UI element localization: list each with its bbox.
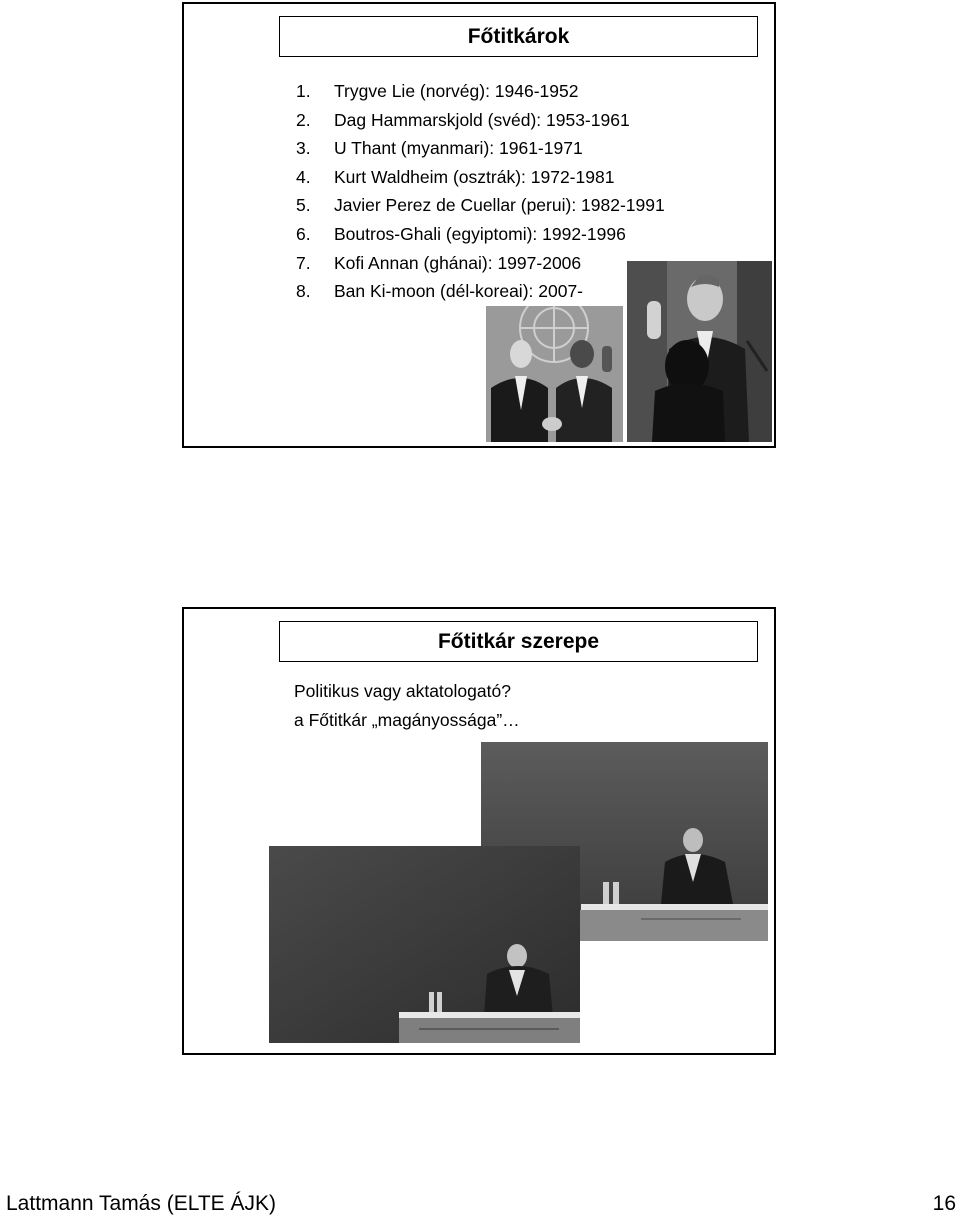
role-text <box>294 677 520 735</box>
ban-podium-photo <box>269 846 580 1043</box>
oath-photo <box>627 261 772 442</box>
list-item: 2. Dag Hammarskjold (svéd): 1953-1961 <box>296 109 630 130</box>
role-question: Politikus vagy aktatologató? <box>294 681 511 701</box>
footer-author: Lattmann Tamás (ELTE ÁJK) <box>6 1192 276 1215</box>
page-number: 16 <box>932 1192 956 1215</box>
slide-secretaries-general <box>182 2 776 448</box>
slide-secretary-role <box>182 607 776 1055</box>
list-item: 8. Ban Ki-moon (dél-koreai): 2007- <box>296 281 584 302</box>
slide-title: Főtitkárok <box>279 16 758 57</box>
list-item: 1. Trygve Lie (norvég): 1946-1952 <box>296 81 579 101</box>
list-item: 5. Javier Perez de Cuellar (perui): 1982-1991 <box>296 195 665 216</box>
handshake-photo <box>486 306 623 442</box>
list-item: 3. U Thant (myanmari): 1961-1971 <box>296 138 583 159</box>
slide-title: Főtitkár szerepe <box>279 621 758 662</box>
list-item: 7. Kofi Annan (ghánai): 1997-2006 <box>296 252 582 273</box>
secretaries-list <box>296 77 665 306</box>
list-item: 6. Boutros-Ghali (egyiptomi): 1992-1996 <box>296 223 626 244</box>
list-item: 4. Kurt Waldheim (osztrák): 1972-1981 <box>296 166 615 187</box>
role-loneliness: a Főtitkár „magányossága”… <box>294 710 520 730</box>
